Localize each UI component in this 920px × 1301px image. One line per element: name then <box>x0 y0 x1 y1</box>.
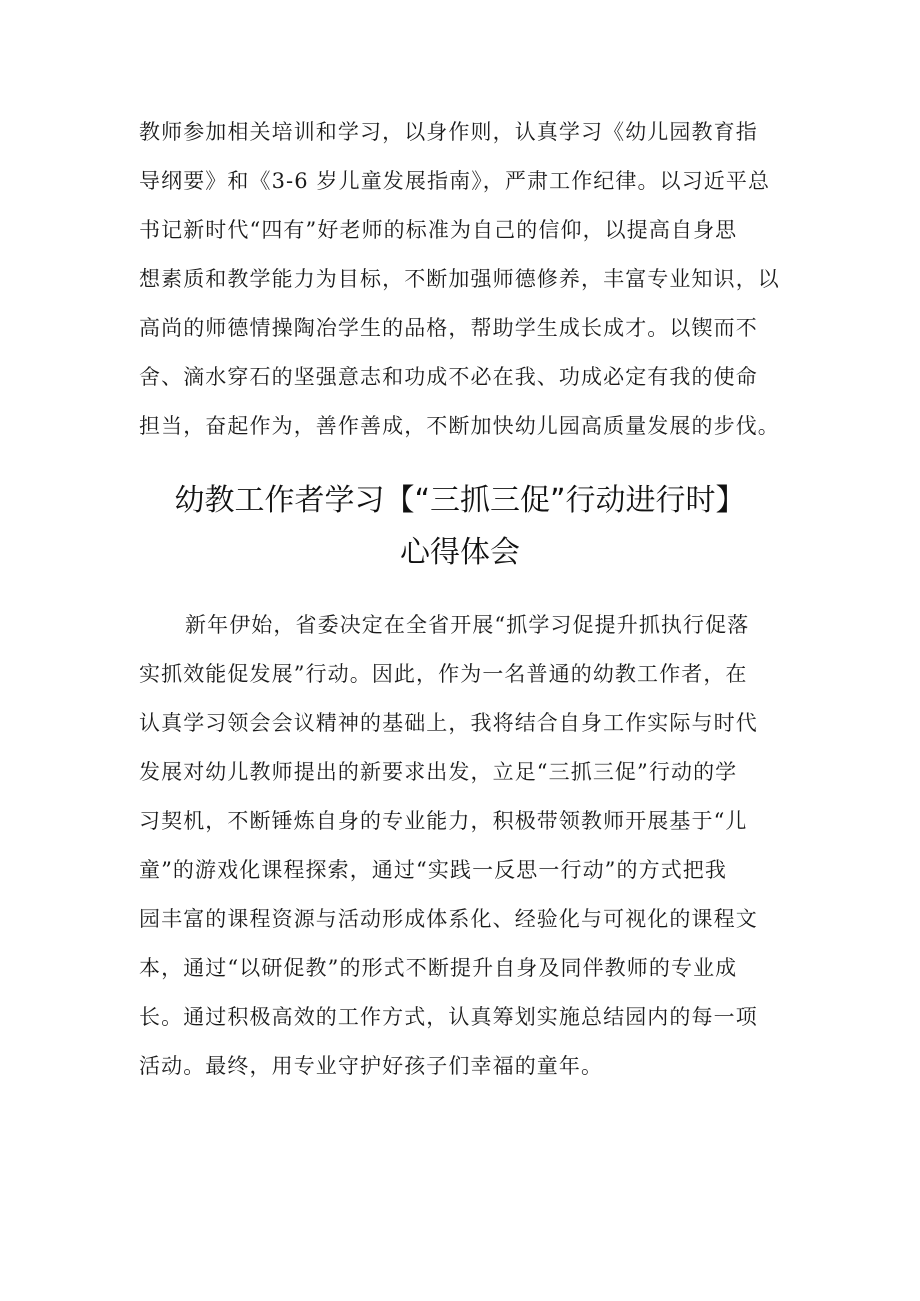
paragraph-line: 教师参加相关培训和学习，以身作则，认真学习《幼儿园教育指 <box>139 120 758 144</box>
paragraph-line: 习契机，不断锤炼自身的专业能力，积极带领教师开展基于“儿 <box>139 809 748 833</box>
paragraph-line: 新年伊始，省委决定在全省开展“抓学习促提升抓执行促落 <box>185 613 750 637</box>
paragraph-line: 书记新时代“四有”好老师的标准为自己的信仰，以提高自身思 <box>139 218 738 242</box>
paragraph-line: 高尚的师德情操陶冶学生的品格，帮助学生成长成才。以锲而不 <box>139 316 758 340</box>
paragraph-line: 本，通过“以研促教”的形式不断提升自身及同伴教师的专业成 <box>139 956 738 980</box>
paragraph-line: 活动。最终，用专业守护好孩子们幸福的童年。 <box>139 1054 604 1078</box>
body-paragraph <box>139 601 799 1091</box>
paragraph-line: 童”的游戏化课程探索，通过“实践一反思一行动”的方式把我 <box>139 858 728 882</box>
paragraph-line: 园丰富的课程资源与活动形成体系化、经验化与可视化的课程文 <box>139 907 758 931</box>
document-heading <box>100 475 820 579</box>
heading-line-1: 幼教工作者学习【“三抓三促”行动进行时】 <box>174 483 746 518</box>
paragraph-line: 想素质和教学能力为目标，不断加强师德修养，丰富专业知识，以 <box>139 267 780 291</box>
paragraph-line: 实抓效能促发展”行动。因此，作为一名普通的幼教工作者，在 <box>139 662 748 686</box>
paragraph-line: 认真学习领会会议精神的基础上，我将结合自身工作实际与时代 <box>139 711 758 735</box>
paragraph-line: 发展对幼儿教师提出的新要求出发，立足“三抓三促”行动的学 <box>139 760 738 784</box>
paragraph-line: 担当，奋起作为，善作善成，不断加快幼儿园高质量发展的步伐。 <box>139 414 780 438</box>
intro-paragraph <box>139 108 799 451</box>
paragraph-line: 长。通过积极高效的工作方式，认真筹划实施总结园内的每一项 <box>139 1005 758 1029</box>
heading-line-2: 心得体会 <box>400 535 520 570</box>
paragraph-line: 舍、滴水穿石的坚强意志和功成不必在我、功成必定有我的使命 <box>139 365 758 389</box>
paragraph-line: 导纲要》和《3-6 岁儿童发展指南》，严肃工作纪律。以习近平总 <box>139 169 771 193</box>
